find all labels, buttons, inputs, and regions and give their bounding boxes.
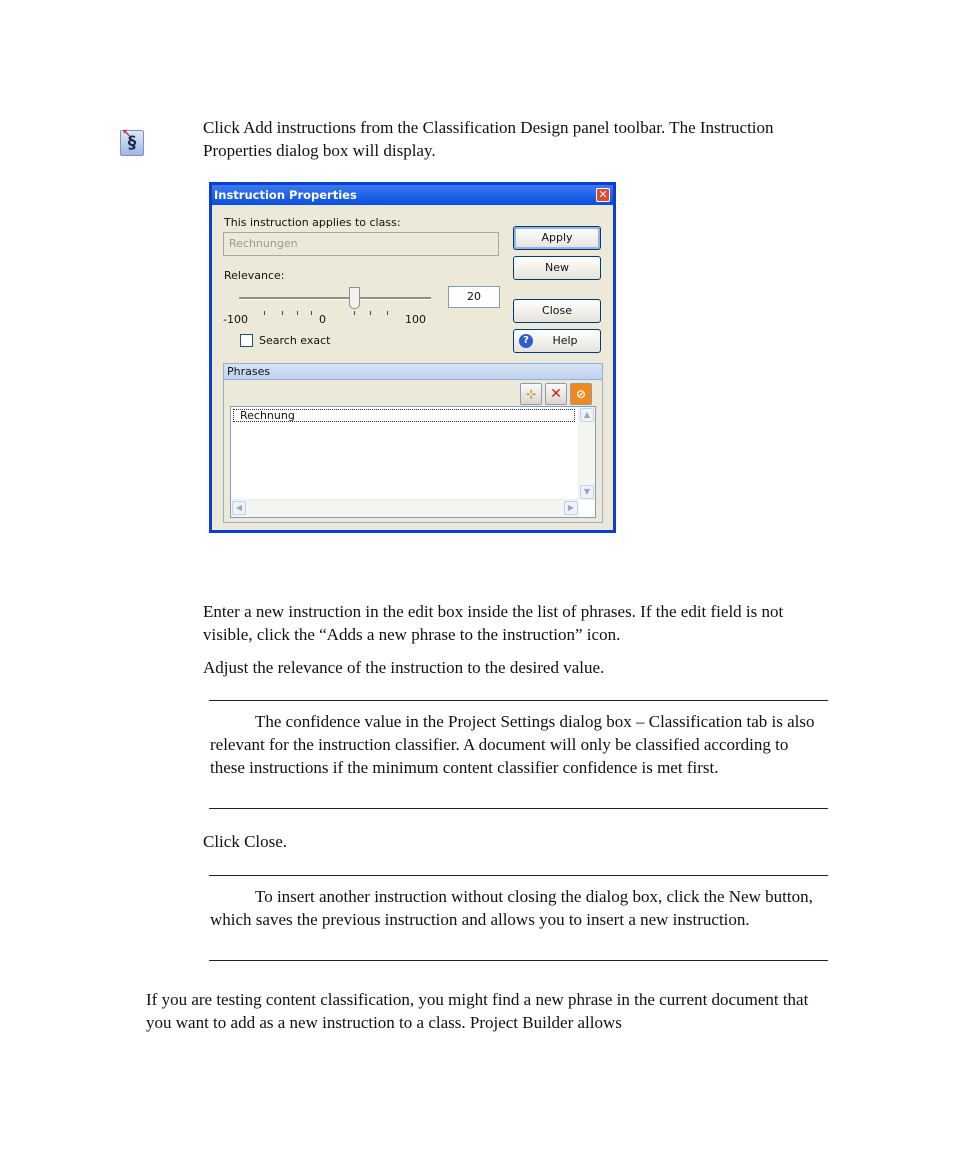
phrases-list[interactable] bbox=[230, 406, 596, 518]
add-instructions-icon bbox=[120, 127, 144, 156]
scroll-left-icon[interactable]: ◀ bbox=[232, 501, 246, 515]
slider-min-label: -100 bbox=[223, 313, 248, 326]
slider-zero-label: 0 bbox=[319, 313, 326, 326]
step2-text: Enter a new instruction in the edit box inside the list of phrases. If the edit field is not visible, click the “Adds a new phrase to the instruction” icon. bbox=[203, 602, 784, 644]
dialog-close-icon[interactable]: ✕ bbox=[596, 188, 610, 202]
edit-phrase-icon[interactable]: ⊘ bbox=[570, 383, 592, 405]
note-box-new-button bbox=[209, 875, 828, 961]
step3-text: Adjust the relevance of the instruction to the desired value. bbox=[203, 658, 605, 677]
apply-button[interactable]: Apply bbox=[513, 226, 601, 250]
phrases-header: Phrases bbox=[223, 363, 603, 380]
search-exact-label: Search exact bbox=[259, 334, 331, 347]
note2-text: To insert another instruction without closing the dialog box, click the New button, which saves the previous instruction and allows you to insert a new instruction. bbox=[210, 887, 813, 929]
slider-tick bbox=[297, 311, 298, 315]
relevance-label: Relevance: bbox=[224, 269, 285, 282]
step4-text: Click Close. bbox=[203, 832, 288, 851]
close-button[interactable]: Close bbox=[513, 299, 601, 323]
dialog-title: Instruction Properties bbox=[212, 185, 613, 205]
relevance-slider-track[interactable] bbox=[239, 297, 431, 300]
slider-tick bbox=[370, 311, 371, 315]
slider-max-label: 100 bbox=[405, 313, 426, 326]
slider-tick bbox=[311, 311, 312, 315]
note1-text: The confidence value in the Project Settings dialog box – Classification tab is also relevant for the instruction classifier. A document will only be classified according to these instructions if the minimum content classifier confidence is met first. bbox=[210, 712, 815, 777]
slider-tick bbox=[264, 311, 265, 315]
help-label: Help bbox=[552, 334, 578, 347]
slider-tick bbox=[282, 311, 283, 315]
scroll-right-icon[interactable]: ▶ bbox=[564, 501, 578, 515]
add-phrase-icon[interactable]: ⊹ bbox=[520, 383, 542, 405]
help-icon: ? bbox=[519, 334, 533, 348]
step1-text: Click Add instructions from the Classification Design panel toolbar. The Instruction Properties dialog box will display. bbox=[203, 118, 774, 160]
search-exact-checkbox[interactable] bbox=[240, 334, 253, 347]
vertical-scrollbar[interactable] bbox=[578, 407, 595, 500]
section-sign-glyph: § bbox=[127, 133, 137, 153]
relevance-value-field[interactable]: 20 bbox=[448, 286, 500, 308]
phrase-list-item[interactable]: Rechnung bbox=[233, 409, 575, 422]
add-arrow-icon: ↖ bbox=[122, 127, 132, 140]
instruction-properties-dialog bbox=[209, 182, 616, 533]
slider-tick bbox=[387, 311, 388, 315]
closing-paragraph: If you are testing content classification, you might find a new phrase in the current document that you want to add as a new instruction to a class. Project Builder allows bbox=[146, 990, 809, 1032]
horizontal-scrollbar[interactable] bbox=[231, 499, 579, 517]
new-button[interactable]: New bbox=[513, 256, 601, 280]
scroll-down-icon[interactable]: ▼ bbox=[580, 485, 594, 499]
class-label: This instruction applies to class: bbox=[224, 216, 401, 229]
slider-tick bbox=[354, 311, 355, 315]
relevance-slider-thumb[interactable] bbox=[349, 287, 360, 309]
note-box-confidence bbox=[209, 700, 828, 809]
help-button[interactable] bbox=[513, 329, 601, 353]
class-field: Rechnungen bbox=[223, 232, 499, 256]
delete-phrase-icon[interactable]: ✕ bbox=[545, 383, 567, 405]
scroll-up-icon[interactable]: ▲ bbox=[580, 408, 594, 422]
